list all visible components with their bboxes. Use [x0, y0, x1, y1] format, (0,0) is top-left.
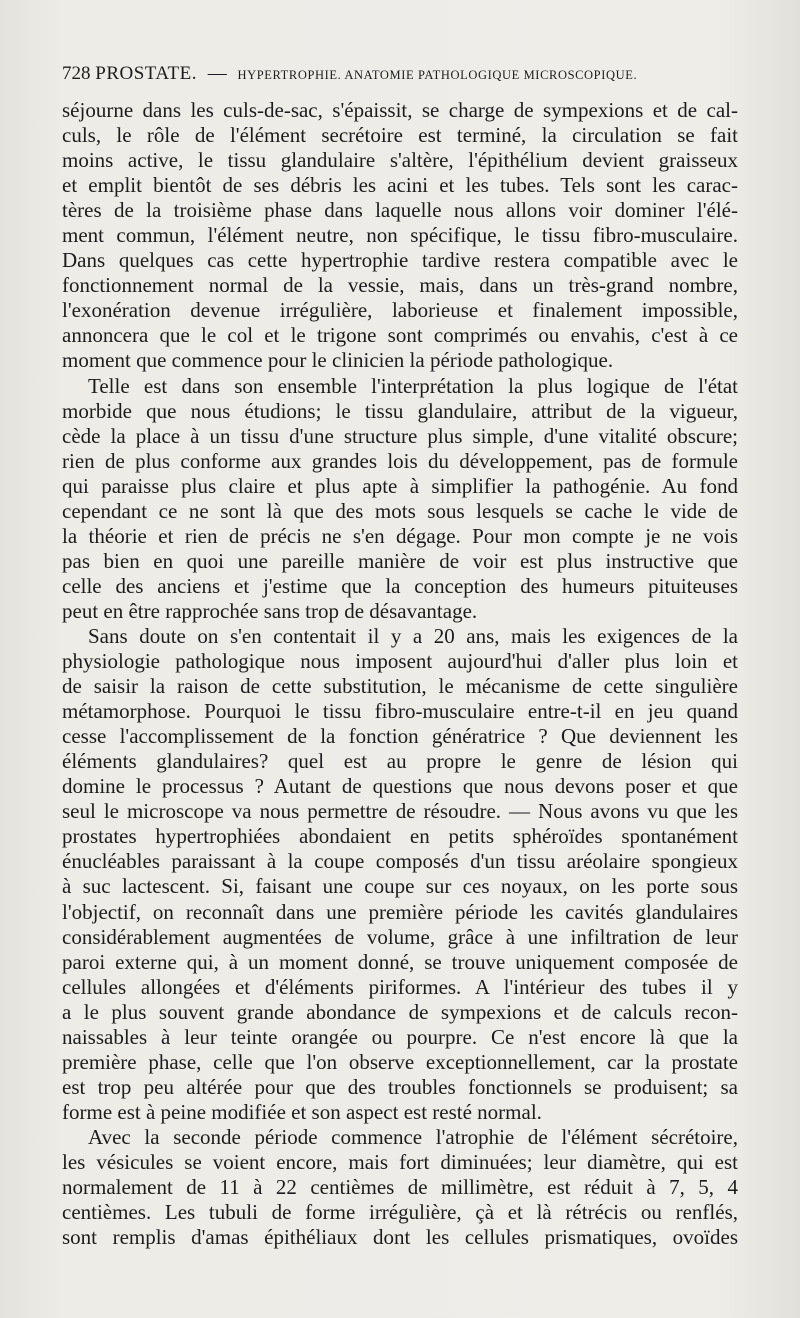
- text-line: considérablement augmentées de volume, grâce à une infiltration de leur: [62, 924, 738, 949]
- paragraph: [62, 1125, 738, 1250]
- text-line: peut en être rapprochée sans trop de désavantage.: [62, 598, 478, 623]
- page-number: 728: [62, 63, 91, 84]
- text-line: celle des anciens et j'estime que la conception des humeurs pituiteuses: [62, 573, 738, 598]
- text-line: énucléables paraissant à la coupe composés d'un tissu aréolaire spongieux: [62, 849, 738, 874]
- body-text: [62, 98, 738, 1250]
- text-line: annoncera que le col et le trigone sont comprimés ou envahis, c'est à ce: [62, 323, 738, 348]
- section-subtitle: HYPERTROPHIE. ANATOMIE PATHOLOGIQUE MICROSCOPIQUE.: [237, 68, 638, 82]
- text-line: forme est à peine modifiée et son aspect est resté normal.: [62, 1099, 542, 1124]
- text-line: normalement de 11 à 22 centièmes de millimètre, est réduit à 7, 5, 4: [62, 1175, 738, 1200]
- text-line: l'exonération devenue irrégulière, laborieuse et finalement impossible,: [62, 298, 738, 323]
- text-line: Avec la seconde période commence l'atrophie de l'élément sécrétoire,: [88, 1124, 738, 1149]
- paragraph: [62, 98, 738, 374]
- text-line: est trop peu altérée pour que des troubles fonctionnels se produisent; sa: [62, 1074, 738, 1099]
- text-line: qui paraisse plus claire et plus apte à simplifier la pathogénie. Au fond: [62, 473, 738, 498]
- text-line: les vésicules se voient encore, mais fort diminuées; leur diamètre, qui est: [62, 1149, 738, 1174]
- text-line: cependant ce ne sont là que des mots sous lesquels se cache le vide de: [62, 498, 738, 523]
- text-line: morbide que nous étudions; le tissu glandulaire, attribut de la vigueur,: [62, 398, 738, 423]
- text-line: de saisir la raison de cette substitution, le mécanisme de cette singulière: [62, 674, 738, 699]
- text-line: pas bien en quoi une pareille manière de voir est plus instructive que: [62, 548, 738, 573]
- text-line: a le plus souvent grande abondance de sympexions et de calculs recon-: [62, 999, 738, 1024]
- text-line: éléments glandulaires? quel est au propre le genre de lésion qui: [62, 749, 738, 774]
- text-line: cellules allongées et d'éléments piriformes. A l'intérieur des tubes il y: [62, 974, 738, 999]
- text-line: cède la place à un tissu d'une structure plus simple, d'une vitalité obscure;: [62, 423, 738, 448]
- text-line: et emplit bientôt de ses débris les acini et les tubes. Tels sont les carac-: [62, 173, 738, 198]
- text-line: moment que commence pour le clinicien la période pathologique.: [62, 348, 614, 373]
- text-line: tères de la troisième phase dans laquelle nous allons voir dominer l'élé-: [62, 198, 738, 223]
- text-line: sont remplis d'amas épithéliaux dont les cellules prismatiques, ovoïdes: [62, 1225, 738, 1250]
- header-separator: —: [207, 63, 227, 84]
- text-line: rien de plus conforme aux grandes lois du développement, pas de formule: [62, 448, 738, 473]
- text-line: naissables à leur teinte orangée ou pourpre. Ce n'est encore là que la: [62, 1024, 738, 1049]
- text-line: centièmes. Les tubuli de forme irrégulière, çà et là rétrécis ou renflés,: [62, 1200, 738, 1225]
- text-line: ment commun, l'élément neutre, non spécifique, le tissu fibro-musculaire.: [62, 223, 738, 248]
- running-header: [62, 62, 742, 87]
- text-line: l'objectif, on reconnaît dans une première période les cavités glandulaires: [62, 899, 738, 924]
- text-line: Telle est dans son ensemble l'interprétation la plus logique de l'état: [88, 373, 738, 398]
- text-line: la théorie et rien de précis ne s'en dégage. Pour mon compte je ne vois: [62, 523, 738, 548]
- text-line: fonctionnement normal de la vessie, mais, dans un très-grand nombre,: [62, 273, 738, 298]
- text-line: Sans doute on s'en contentait il y a 20 ans, mais les exigences de la: [88, 623, 738, 648]
- text-line: seul le microscope va nous permettre de résoudre. — Nous avons vu que les: [62, 799, 738, 824]
- chapter-title: PROSTATE.: [95, 63, 197, 84]
- text-line: paroi externe qui, à un moment donné, se trouve uniquement composée de: [62, 949, 738, 974]
- text-line: moins active, le tissu glandulaire s'altère, l'épithélium devient graisseux: [62, 148, 738, 173]
- text-line: à suc lactescent. Si, faisant une coupe sur ces noyaux, on les porte sous: [62, 874, 738, 899]
- text-line: culs, le rôle de l'élément secrétoire est terminé, la circulation se fait: [62, 123, 738, 148]
- text-line: prostates hypertrophiées abondaient en petits sphéroïdes spontanément: [62, 824, 738, 849]
- paragraph: [62, 624, 738, 1125]
- text-line: domine le processus ? Autant de questions que nous devons poser et que: [62, 774, 738, 799]
- text-line: Dans quelques cas cette hypertrophie tardive restera compatible avec le: [62, 248, 738, 273]
- text-line: première phase, celle que l'on observe exceptionnellement, car la prostate: [62, 1049, 738, 1074]
- paragraph: [62, 374, 738, 624]
- text-line: métamorphose. Pourquoi le tissu fibro-musculaire entre-t-il en jeu quand: [62, 699, 738, 724]
- text-line: séjourne dans les culs-de-sac, s'épaissit, se charge de sympexions et de cal-: [62, 98, 738, 122]
- text-line: cesse l'accomplissement de la fonction génératrice ? Que deviennent les: [62, 724, 738, 749]
- text-line: physiologie pathologique nous imposent aujourd'hui d'aller plus loin et: [62, 649, 738, 674]
